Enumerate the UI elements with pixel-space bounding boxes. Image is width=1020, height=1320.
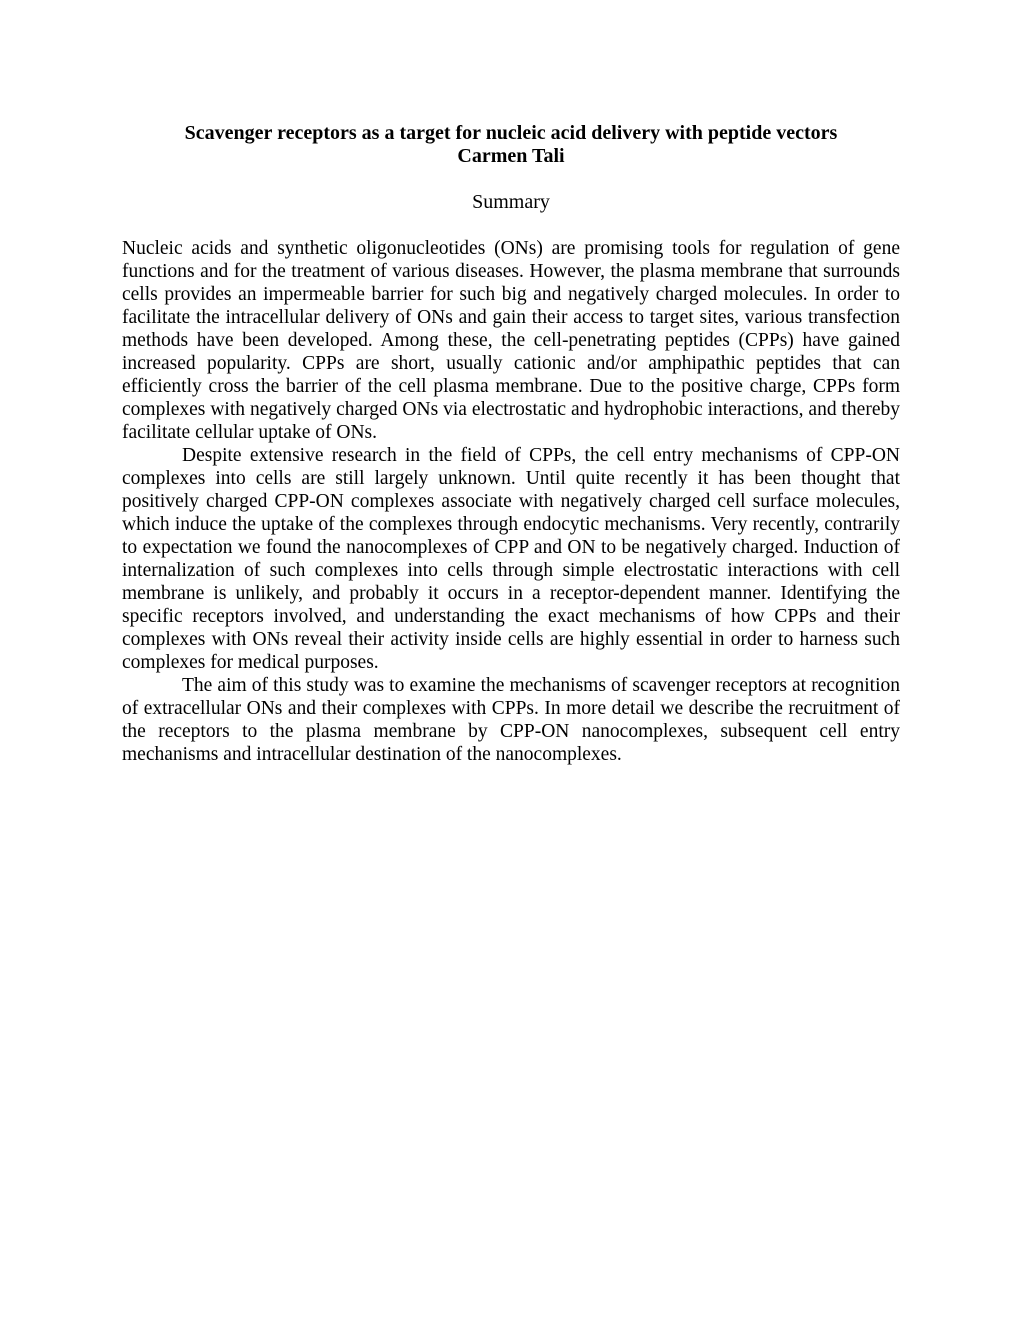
document-title: Scavenger receptors as a target for nucleic acid delivery with peptide vectors [184,122,838,144]
document-author: Carmen Tali [457,145,565,167]
paragraph-study-aim: The aim of this study was to examine the mechanisms of scavenger receptors at recognition of extracellular ONs and their complexes with CPPs. In more detail we describe the recruitment of the receptors to the plasma membrane by CPP-ON nanocomplexes, subsequent cell entry mechanisms and intracellular destination of the nanocomplexes. [122,675,900,765]
paragraph-intro: Nucleic acids and synthetic oligonucleotides (ONs) are promising tools for regulation of gene functions and for the treatment of various diseases. However, the plasma membrane that surrounds cells provides an impermeable barrier for such big and negatively charged molecules. In order to facilitate the intracellular delivery of ONs and gain their access to target sites, various transfection methods have been developed. Among these, the cell-penetrating peptides (CPPs) have gained increased popularity. CPPs are short, usually cationic and/or amphipathic peptides that can efficiently cross the barrier of the cell plasma membrane. Due to the positive charge, CPPs form complexes with negatively charged ONs via electrostatic and hydrophobic interactions, and thereby facilitate cellular uptake of ONs. [122,238,900,443]
paragraph-research-background: Despite extensive research in the field of CPPs, the cell entry mechanisms of CPP-ON complexes into cells are still largely unknown. Until quite recently it has been thought that positively charged CPP-ON complexes associate with negatively charged cell surface molecules, which induce the uptake of the complexes through endocytic mechanisms. Very recently, contrarily to expectation we found the nanocomplexes of CPP and ON to be negatively charged. Induction of internalization of such complexes into cells through simple electrostatic interactions with cell membrane is unlikely, and probably it occurs in a receptor-dependent manner. Identifying the specific receptors involved, and understanding the exact mechanisms of how CPPs and their complexes with ONs reveal their activity inside cells are highly essential in order to harness such complexes for medical purposes. [122,445,900,673]
section-heading-summary: Summary [472,191,550,213]
